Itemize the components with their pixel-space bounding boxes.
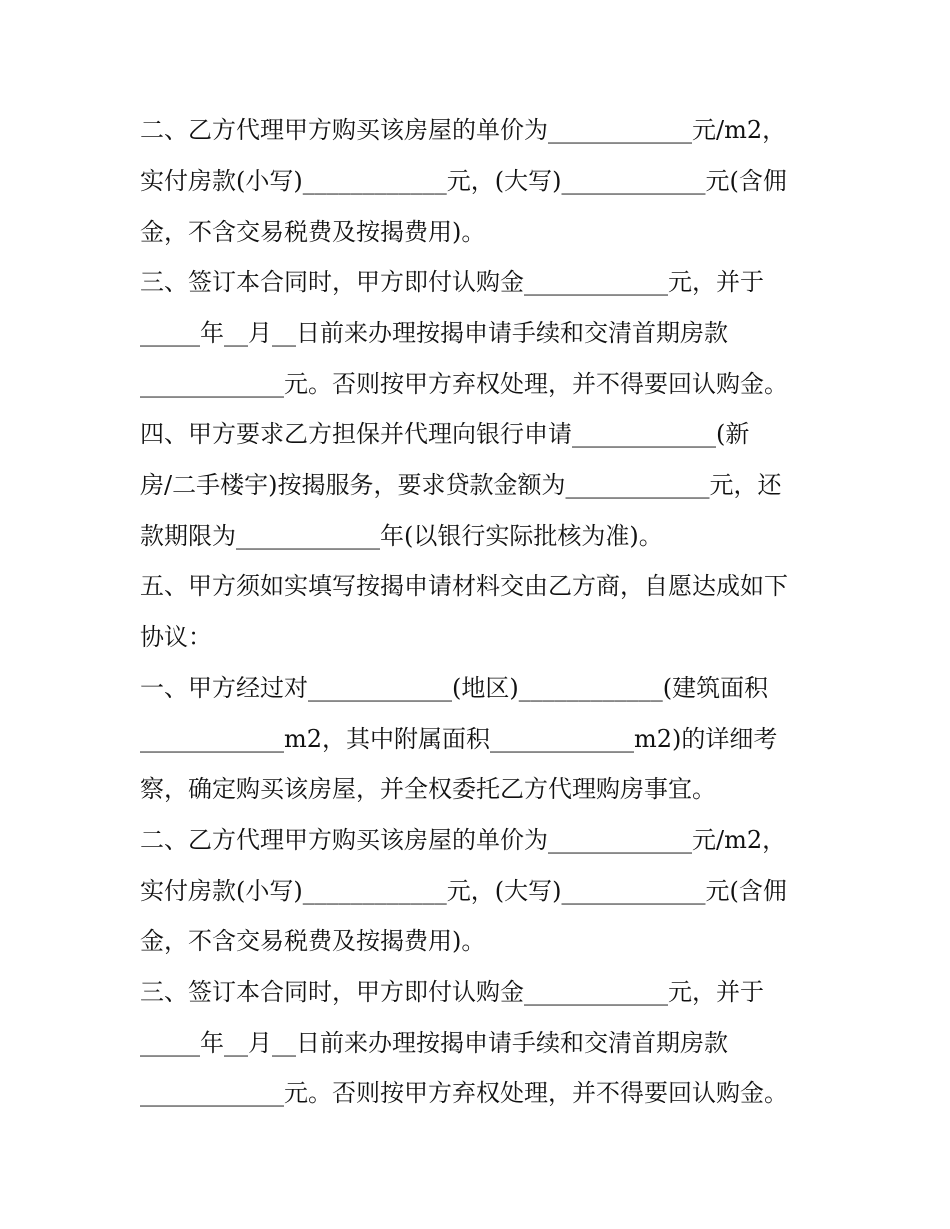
text-line: 三、签订本合同时，甲方即付认购金____________元，并于 (140, 978, 764, 1006)
text-line: 五、甲方须如实填写按揭申请材料交由乙方商，自愿达成如下 (140, 572, 788, 600)
text-line: 款期限为____________年(以银行实际批核为准)。 (140, 522, 663, 550)
text-line: 四、甲方要求乙方担保并代理向银行申请____________(新 (140, 420, 750, 448)
text-line: _____年__月__日前来办理按揭申请手续和交清首期房款 (140, 319, 728, 347)
text-line: 二、乙方代理甲方购买该房屋的单价为____________元/m2， (140, 116, 787, 144)
text-line: 协议： (140, 623, 212, 651)
text-line: _____年__月__日前来办理按揭申请手续和交清首期房款 (140, 1029, 728, 1057)
text-line: 一、甲方经过对____________(地区)____________(建筑面积 (140, 674, 769, 702)
text-line: 实付房款(小写)____________元，(大写)____________元(含佣 (140, 877, 787, 905)
text-line: 金，不含交易税费及按揭费用)。 (140, 218, 486, 246)
text-line: 金，不含交易税费及按揭费用)。 (140, 927, 486, 955)
text-line: 实付房款(小写)____________元，(大写)____________元(含佣 (140, 167, 787, 195)
text-line: 三、签订本合同时，甲方即付认购金____________元，并于 (140, 268, 764, 296)
text-line: 房/二手楼宇)按揭服务，要求贷款金额为____________元，还 (140, 471, 782, 499)
text-line: 察，确定购买该房屋，并全权委托乙方代理购房事宜。 (140, 775, 716, 803)
text-line: ____________元。否则按甲方弃权处理，并不得要回认购金。 (140, 1079, 788, 1107)
text-line: 二、乙方代理甲方购买该房屋的单价为____________元/m2， (140, 826, 787, 854)
text-line: ____________m2，其中附属面积____________m2)的详细考 (140, 725, 778, 753)
text-line: ____________元。否则按甲方弃权处理，并不得要回认购金。 (140, 370, 788, 398)
